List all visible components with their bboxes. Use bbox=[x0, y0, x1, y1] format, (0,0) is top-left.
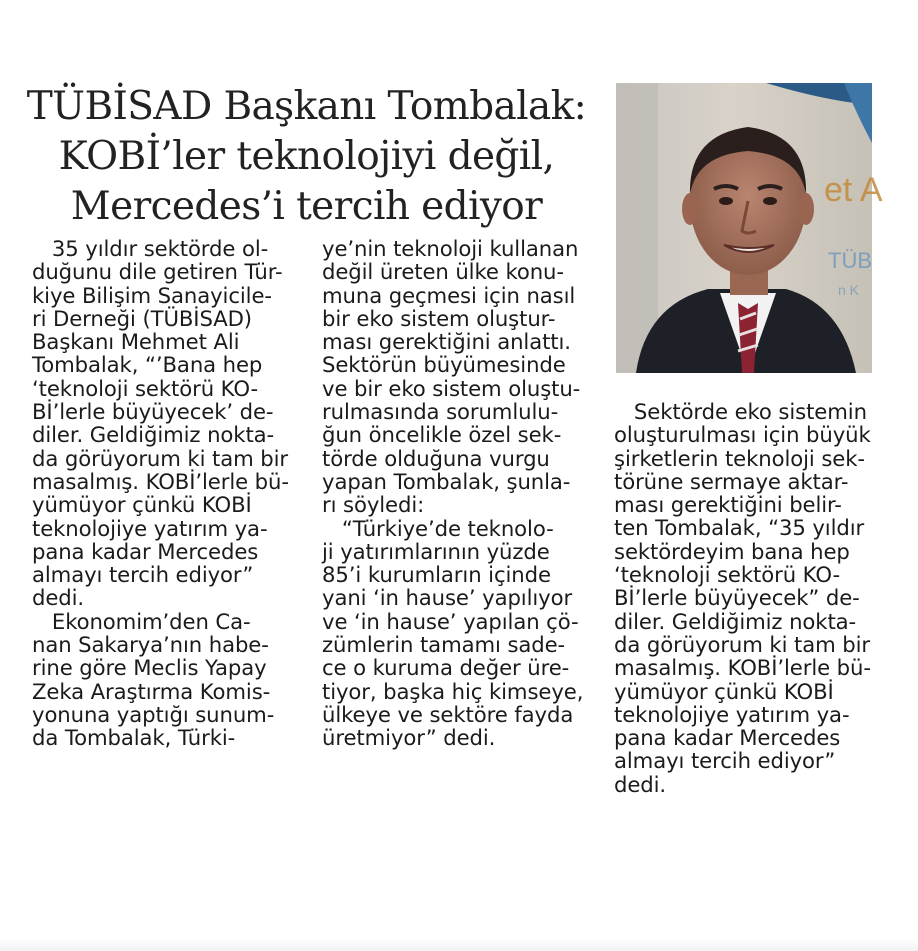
article-line: üretmiyor” dedi. bbox=[322, 725, 496, 751]
article-line: diler. Geldiğimiz nokta- bbox=[614, 608, 857, 634]
article-line: zümlerin tamamı sade- bbox=[322, 632, 566, 658]
article-line: yonuna yaptığı sunum- bbox=[32, 701, 275, 727]
article-line: ması gerektiğini belir- bbox=[614, 492, 842, 518]
article-line: Ekonomim’den Ca- bbox=[32, 608, 251, 634]
headline-line: TÜBİSAD Başkanı Tombalak: bbox=[26, 84, 587, 129]
article-line: Bİ’lerle büyüyecek” de- bbox=[614, 585, 860, 611]
article-line: şirketlerin teknoloji sek- bbox=[614, 445, 865, 471]
backdrop-text: et A bbox=[824, 171, 883, 209]
article-line: Zeka Araştırma Komis- bbox=[32, 678, 271, 704]
article-line: Sektörün büyümesinde bbox=[322, 352, 566, 378]
article-line: rulmasında sorumlulu- bbox=[322, 399, 559, 425]
article-line: “Türkiye’de teknolo- bbox=[322, 515, 554, 541]
article-column-1 bbox=[32, 237, 289, 750]
article-line: 35 yıldır sektörde ol- bbox=[32, 236, 269, 261]
article-line: rı söyledi: bbox=[322, 492, 425, 518]
article-line: kiye Bilişim Sanayicile- bbox=[32, 282, 272, 308]
article-line: bir eko sistem oluştur- bbox=[322, 305, 556, 331]
article-line: ‘teknoloji sektörü KO- bbox=[614, 562, 841, 588]
headline-line: KOBİ’ler teknolojiyi değil, bbox=[58, 134, 555, 179]
article-line: muna geçmesi için nasıl bbox=[322, 282, 576, 308]
article-line: ce o kuruma değer üre- bbox=[322, 655, 570, 681]
article-column-2 bbox=[322, 237, 583, 750]
article-line: ten Tombalak, “35 yıldır bbox=[614, 515, 865, 541]
backdrop-text: TÜB bbox=[828, 248, 872, 273]
article-line: ması gerektiğini anlattı. bbox=[322, 329, 571, 355]
article-line: pana kadar Mercedes bbox=[32, 538, 259, 564]
article-line: dedi. bbox=[32, 585, 85, 611]
article-line: ‘teknoloji sektörü KO- bbox=[32, 375, 259, 401]
article-line: teknolojiye yatırım ya- bbox=[614, 701, 850, 727]
article-line: yümüyor çünkü KOBİ bbox=[32, 492, 252, 518]
article-line: nan Sakarya’nın habe- bbox=[32, 632, 269, 658]
article-column-3 bbox=[614, 400, 871, 796]
article-line: diler. Geldiğimiz nokta- bbox=[32, 422, 275, 448]
article-line: değil üreten ülke konu- bbox=[322, 259, 564, 285]
article-line: dedi. bbox=[614, 771, 667, 797]
article-line: Sektörde eko sistemin bbox=[614, 399, 867, 424]
headline-line: Mercedes’i tercih ediyor bbox=[70, 184, 543, 229]
portrait-photo bbox=[616, 83, 883, 373]
article-line: ğun öncelikle özel sek- bbox=[322, 422, 562, 448]
article-line: pana kadar Mercedes bbox=[614, 725, 841, 751]
article-line: rine göre Meclis Yapay bbox=[32, 655, 267, 681]
article-line: yani ‘in hause’ yapılıyor bbox=[322, 585, 573, 611]
article-line: ülkeye ve sektöre fayda bbox=[322, 701, 574, 727]
article-line: ve bir eko sistem oluştu- bbox=[322, 375, 581, 401]
article-line: Tombalak, “’Bana hep bbox=[32, 352, 263, 378]
article-line: sektördeyim bana hep bbox=[614, 538, 850, 564]
article-line: yapan Tombalak, şunla- bbox=[322, 468, 571, 494]
article-line: Bİ’lerle büyüyecek’ de- bbox=[32, 399, 274, 425]
article-line: teknolojiye yatırım ya- bbox=[32, 515, 268, 541]
article-line: Başkanı Mehmet Ali bbox=[32, 329, 240, 355]
article-line: masalmış. KOBİ’lerle bü- bbox=[32, 468, 289, 494]
article-line: törüne sermaye aktar- bbox=[614, 468, 849, 494]
article-line: ye’nin teknoloji kullanan bbox=[322, 236, 579, 261]
headline bbox=[14, 82, 599, 232]
article-line: duğunu dile getiren Tür- bbox=[32, 259, 283, 285]
article-line: oluşturulması için büyük bbox=[614, 422, 871, 448]
backdrop-text: n K bbox=[838, 282, 860, 298]
article-line: yümüyor çünkü KOBİ bbox=[614, 678, 834, 704]
portrait-illustration bbox=[616, 83, 883, 373]
article-line: almayı tercih ediyor” bbox=[614, 748, 836, 774]
article-line: ve ‘in hause’ yapılan çö- bbox=[322, 608, 579, 634]
article-line: ji yatırımlarının yüzde bbox=[322, 538, 550, 564]
article-line: da görüyorum ki tam bir bbox=[614, 631, 871, 657]
article-line: ri Derneği (TÜBİSAD) bbox=[32, 305, 252, 331]
article-line: törde olduğuna vurgu bbox=[322, 445, 550, 471]
article-line: da Tombalak, Türki- bbox=[32, 725, 236, 751]
article-line: tiyor, başka hiç kimseye, bbox=[322, 678, 584, 704]
article-line: masalmış. KOBİ’lerle bü- bbox=[614, 655, 871, 681]
page-edge bbox=[0, 938, 918, 951]
article-line: 85’i kurumların içinde bbox=[322, 562, 551, 588]
article-line: da görüyorum ki tam bir bbox=[32, 445, 289, 471]
article-line: almayı tercih ediyor” bbox=[32, 562, 254, 588]
